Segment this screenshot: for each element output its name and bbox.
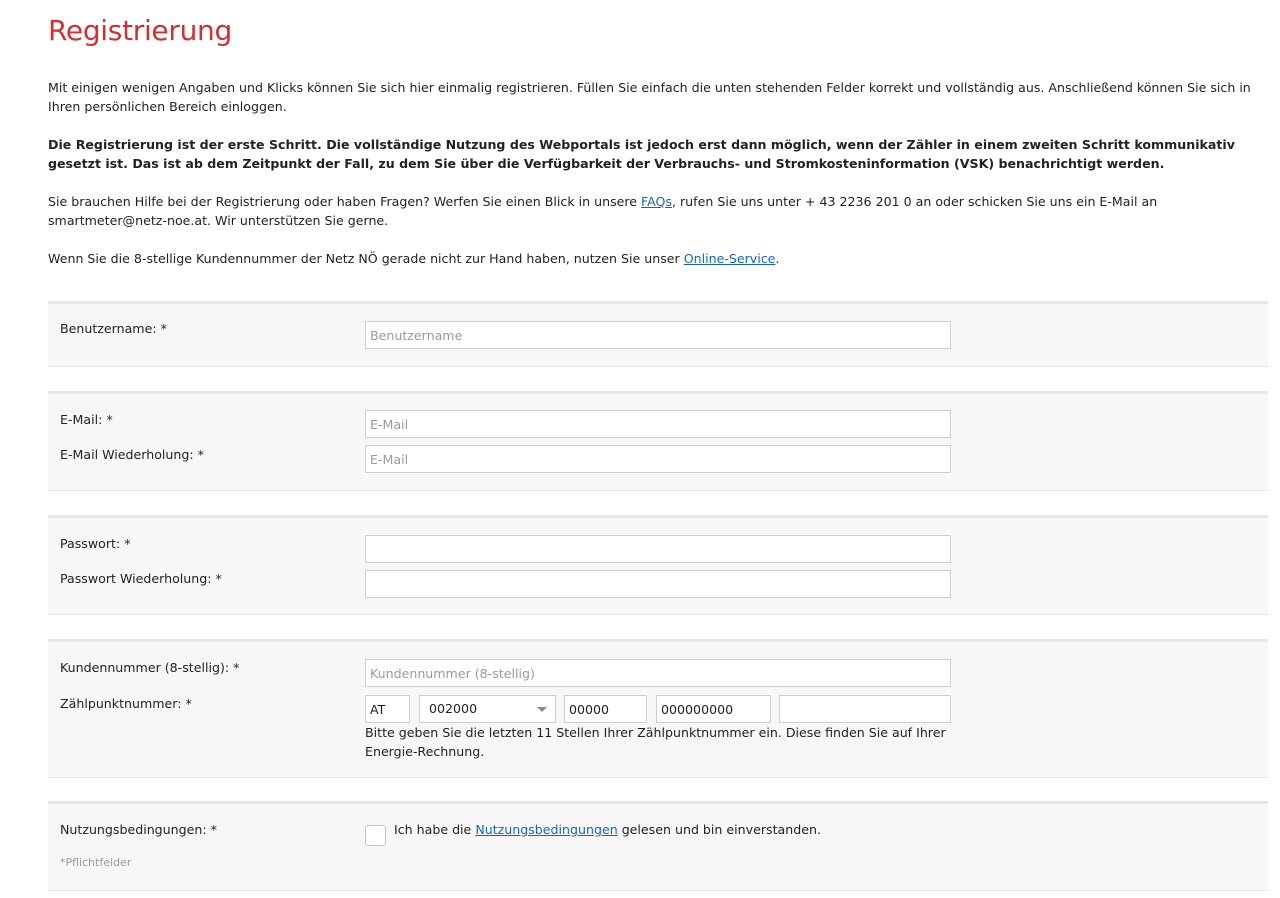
terms-text-before: Ich habe die	[394, 822, 476, 837]
terms-text	[394, 822, 821, 837]
customer-hint-before: Wenn Sie die 8-stellige Kundennummer der Netz NÖ gerade nicht zur Hand haben, nutzen Sie unser	[48, 251, 684, 266]
email-label: E-Mail: *	[60, 412, 113, 427]
meter-point-part3-input[interactable]	[564, 695, 647, 723]
terms-link[interactable]: Nutzungsbedingungen	[475, 822, 618, 837]
customer-number-label: Kundennummer (8-stellig): *	[60, 660, 240, 675]
password-repeat-label: Passwort Wiederholung: *	[60, 571, 222, 586]
password-input[interactable]	[365, 535, 951, 563]
email-section	[48, 391, 1268, 491]
email-repeat-input[interactable]	[365, 445, 951, 473]
username-section	[48, 301, 1268, 367]
email-input[interactable]	[365, 410, 951, 438]
online-service-link[interactable]: Online-Service	[683, 251, 776, 266]
terms-checkbox[interactable]	[365, 825, 386, 846]
meter-point-part4-input[interactable]	[656, 695, 771, 723]
faqs-link[interactable]: FAQs	[641, 194, 672, 209]
customer-section	[48, 639, 1268, 778]
notice-text: Die Registrierung ist der erste Schritt. Die vollständige Nutzung des Webportals ist jedoch erst dann möglich, wenn der Zähler in einem zweiten Schritt kommunikativ gesetzt ist. Das ist ab dem Zeitpunkt der Fall, zu dem Sie über die Verfügbarkeit der Verbrauchs- und Stromkosteninformation (VSK) benachrichtigt werden.	[48, 137, 1235, 171]
username-input[interactable]	[365, 321, 951, 349]
meter-point-grid-operator-select[interactable]	[419, 695, 556, 723]
terms-label: Nutzungsbedingungen: *	[60, 822, 217, 837]
customer-hint-after: .	[775, 251, 780, 266]
help-text	[48, 192, 1258, 230]
password-section	[48, 515, 1268, 615]
grid-operator-value: 002000	[429, 701, 478, 716]
terms-section	[48, 801, 1268, 891]
username-label: Benutzername: *	[60, 321, 167, 336]
chevron-down-icon	[537, 707, 547, 712]
help-text-after: , rufen Sie uns unter + 43 2236 201 0 an oder schicken Sie uns ein E-Mail an smartmeter@netz-noe.at. Wir unterstützen Sie gerne.	[48, 194, 1158, 228]
customer-number-input[interactable]	[365, 659, 951, 687]
meter-point-label: Zählpunktnummer: *	[60, 696, 192, 711]
meter-point-hint: Bitte geben Sie die letzten 11 Stellen Ihrer Zählpunktnummer ein. Diese finden Sie auf Ihrer Energie-Rechnung.	[365, 725, 946, 759]
password-repeat-input[interactable]	[365, 570, 951, 598]
page-title: Registrierung	[48, 14, 232, 47]
meter-point-country-input[interactable]	[365, 695, 410, 723]
terms-text-after: gelesen und bin einverstanden.	[617, 822, 821, 837]
meter-point-last11-input[interactable]	[779, 695, 951, 723]
required-fields-note: *Pflichtfelder	[60, 856, 132, 869]
email-repeat-label: E-Mail Wiederholung: *	[60, 447, 204, 462]
customer-number-hint	[48, 249, 1258, 268]
intro-text: Mit einigen wenigen Angaben und Klicks können Sie sich hier einmalig registrieren. Füllen Sie einfach die unten stehenden Felder korrekt und vollständig aus. Anschließend können Sie sich in Ihren persönlichen Bereich einloggen.	[48, 80, 1251, 114]
help-text-before: Sie brauchen Hilfe bei der Registrierung oder haben Fragen? Werfen Sie einen Blick in unsere	[48, 194, 642, 209]
password-label: Passwort: *	[60, 536, 131, 551]
